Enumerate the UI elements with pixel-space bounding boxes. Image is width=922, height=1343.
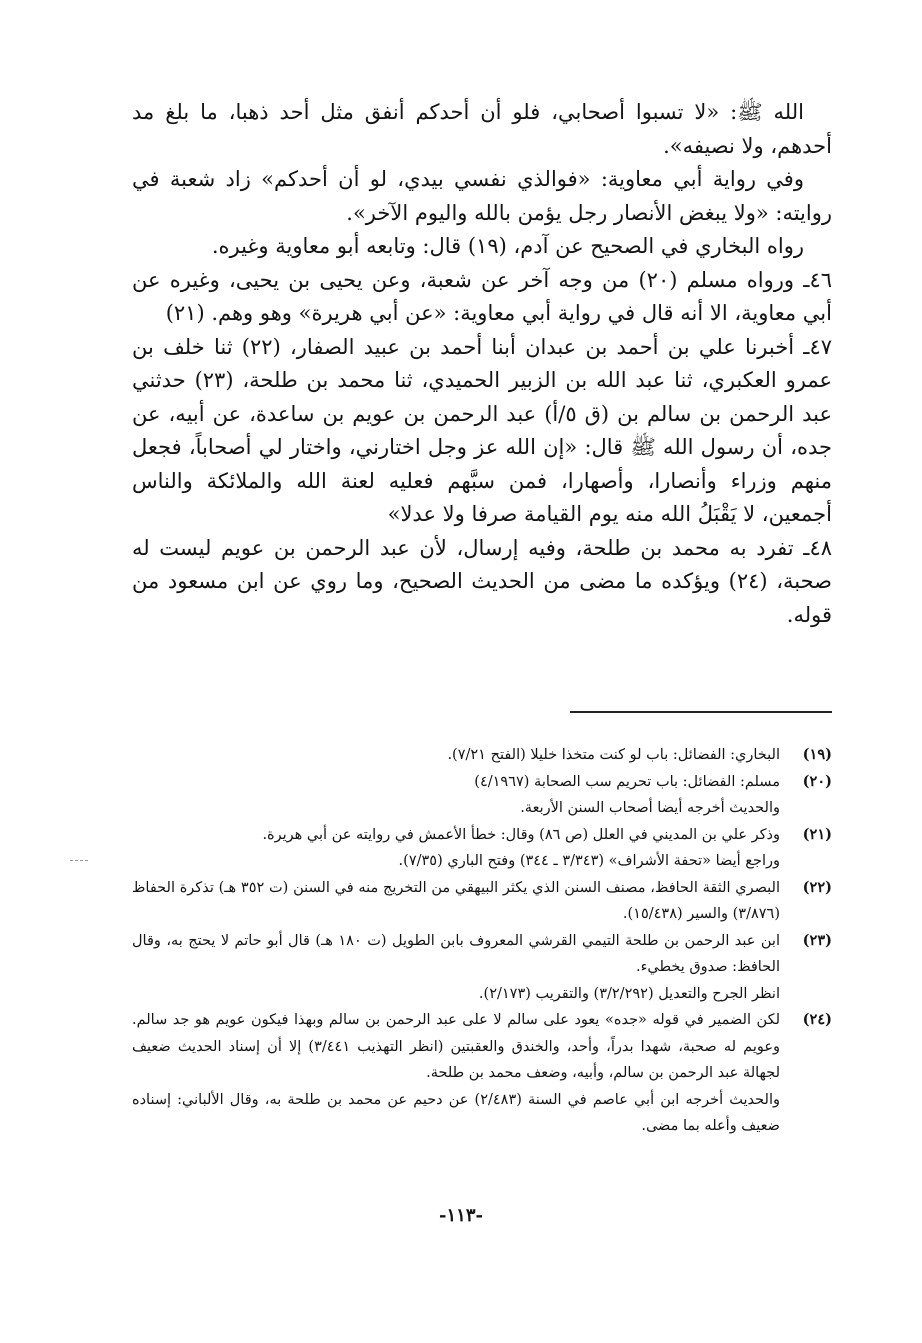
footnote-divider bbox=[570, 711, 832, 713]
footnote-number: (٢٠) bbox=[802, 772, 832, 790]
footnote-line: انظر الجرح والتعديل (٣/٢/٢٩٢) والتقريب (٢/١٧٣). bbox=[478, 985, 780, 1002]
footnote-22 bbox=[132, 875, 832, 928]
paragraph-abu-muawiya-version: وفي رواية أبي معاوية: «فوالذي نفسي بيدي، لو أن أحدكم» زاد شعبة في روايته: «ولا يبغض الأنصار رجل يؤمن بالله واليوم الآخر». bbox=[132, 167, 832, 225]
footnote-20 bbox=[132, 769, 832, 822]
footnote-23 bbox=[132, 928, 832, 1008]
footnote-number: (٢٤) bbox=[802, 1011, 832, 1028]
footnote-line: وذكر علي بن المديني في العلل (ص ٨٦) وقال: خطأ الأعمش في روايته عن أبي هريرة. bbox=[262, 826, 780, 843]
footnotes bbox=[132, 742, 832, 1140]
footnote-line: لكن الضمير في قوله «جده» يعود على سالم لا على عبد الرحمن بن سالم وبهذا فيكون عويم هو جد سالم. وعويم له صحبة، شهدا بدراً، وأحد، والخندق والعقبتين (انظر التهذيب ٣/٤٤١) إلا أن إسناد الحديث ضعيف لجهالة عبد الرحمن بن سالم، وأبيه، وضعف محمد بن طلحة. bbox=[132, 1012, 780, 1081]
page-number: -١١٣- bbox=[439, 1205, 483, 1226]
footnote-number: (٢١) bbox=[802, 825, 832, 843]
footnote-number: (١٩) bbox=[802, 746, 832, 763]
footnote-21 bbox=[132, 822, 832, 875]
paragraph-bukhari-source: رواه البخاري في الصحيح عن آدم، (١٩) قال: وتابعه أبو معاوية وغيره. bbox=[211, 234, 804, 258]
paragraph-48: ٤٨ـ تفرد به محمد بن طلحة، وفيه إرسال، لأن عبد الرحمن بن عويم ليست له صحبة، (٢٤) ويؤكده ما مضى من الحديث الصحيح، وما روي عن ابن مسعود من قوله. bbox=[132, 535, 832, 627]
footnote-line: والحديث أخرجه أيضا أصحاب السنن الأربعة. bbox=[520, 800, 780, 816]
main-text bbox=[132, 96, 832, 632]
footnote-line: البخاري: الفضائل: باب لو كنت متخذا خليلا (الفتح ٧/٢١). bbox=[447, 747, 780, 763]
footnote-24 bbox=[132, 1007, 832, 1140]
footnote-19 bbox=[132, 742, 832, 769]
footnote-number: (٢٢) bbox=[802, 878, 832, 896]
paragraph-hadith-end: الله ﷺ: «لا تسبوا أصحابي، فلو أن أحدكم أنفق مثل أحد ذهبا، ما بلغ مد أحدهم، ولا نصيفه». bbox=[132, 100, 832, 158]
footnote-number: (٢٣) bbox=[802, 931, 832, 949]
paragraph-47: ٤٧ـ أخبرنا علي بن أحمد بن عبدان أبنا أحمد بن عبيد الصفار، (٢٢) ثنا خلف بن عمرو العكبري، ثنا عبد الله بن الزبير الحميدي، ثنا محمد بن طلحة، (٢٣) حدثني عبد الرحمن بن سالم بن (ق ٥/أ) عبد الرحمن بن عويم بن ساعدة، عن أبيه، عن جده، أن رسول الله ﷺ قال: «إن الله عز وجل اختارني، واختار لي أصحاباً، فجعل منهم وزراء وأنصارا، وأصهارا، فمن سبَّهم فعليه لعنة الله والملائكة والناس أجمعين، لا يَقْبَلُ الله منه يوم القيامة صرفا ولا عدلا» bbox=[132, 334, 832, 526]
footnote-line: مسلم: الفضائل: باب تحريم سب الصحابة (٤/١٩٦٧) bbox=[474, 773, 780, 790]
footnote-line: وراجع أيضا «تحفة الأشراف» (٣/٣٤٣ ـ ٣٤٤) وفتح الباري (٧/٣٥). bbox=[398, 853, 780, 869]
footnote-line: والحديث أخرجه ابن أبي عاصم في السنة (٢/٤٨٣) عن دحيم عن محمد بن طلحة به، وقال الألباني: إسناده ضعيف وأعله بما مضى. bbox=[132, 1091, 780, 1134]
footnote-line: ابن عبد الرحمن بن طلحة التيمي القرشي المعروف بابن الطويل (ت ١٨٠ هـ) قال أبو حاتم لا يحتج به، وقال الحافظ: صدوق يخطيء. bbox=[132, 932, 780, 975]
footnote-line: البصري الثقة الحافظ، مصنف السنن الذي يكثر البيهقي من التخريج منه في السنن (ت ٣٥٢ هـ) تذكرة الحفاظ (٣/٨٧٦) والسير (١٥/٤٣٨). bbox=[132, 879, 781, 922]
margin-scan-mark bbox=[70, 860, 88, 861]
paragraph-46: ٤٦ـ ورواه مسلم (٢٠) من وجه آخر عن شعبة، وعن يحيى بن يحيى، وغيره عن أبي معاوية، الا أنه قال في رواية أبي معاوية: «عن أبي هريرة» وهو وهم. (٢١) bbox=[132, 267, 832, 325]
